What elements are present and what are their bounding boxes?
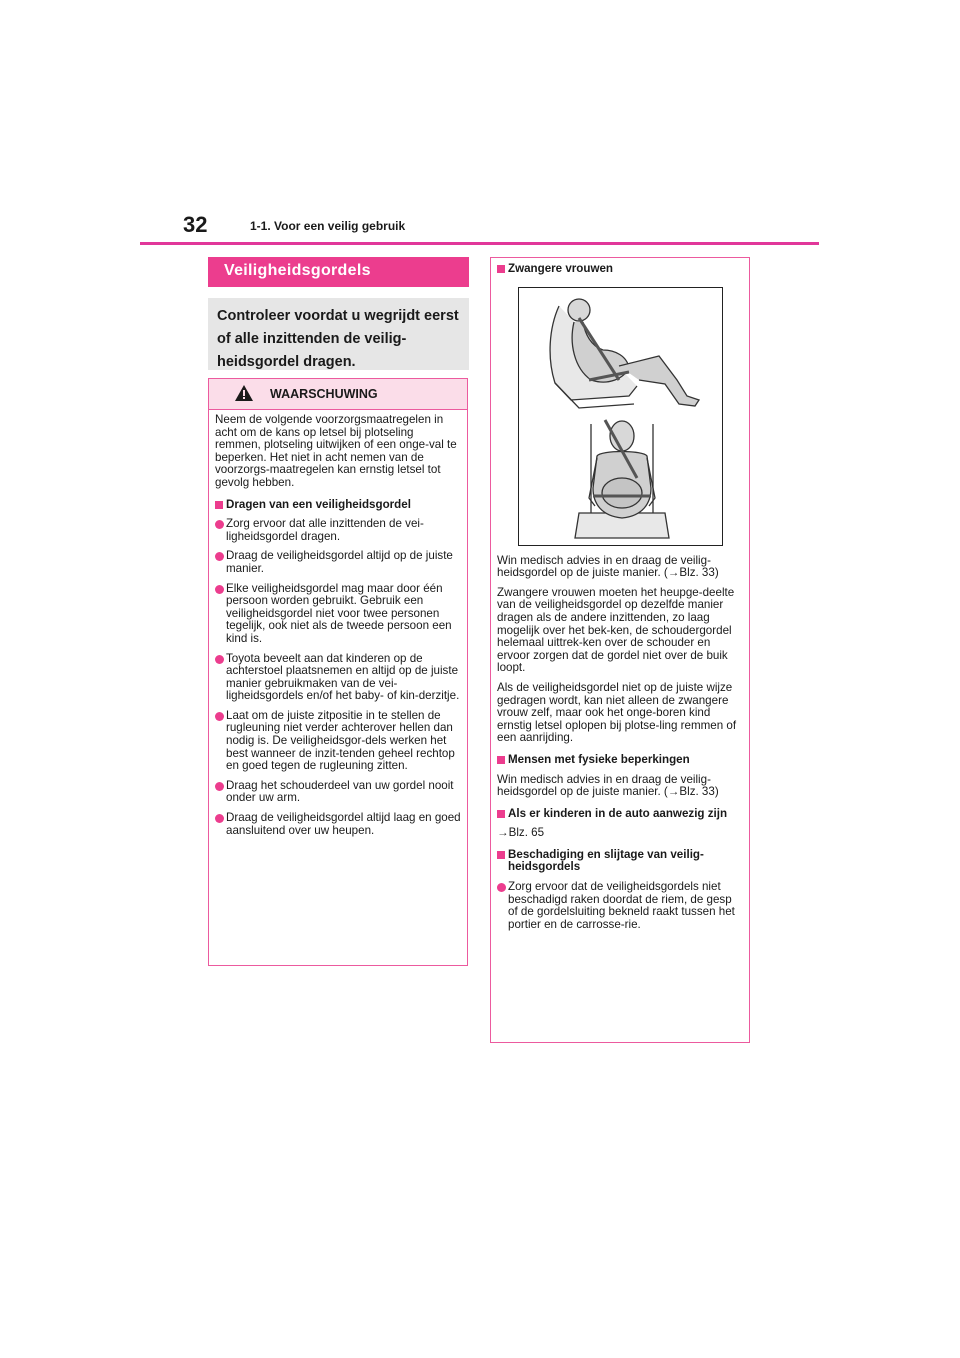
info-body <box>491 258 749 931</box>
pregnant-heading: Zwangere vrouwen <box>497 263 743 276</box>
warning-icon <box>235 385 253 401</box>
bullet-icon <box>215 552 224 561</box>
pregnant-paragraph-2: Zwangere vrouwen moeten het heupge-deelte van de veiligheidsgordel op dezelfde manier dragen als de andere inzittenden, zo laag mogelijk over het bek-ken, de schoudergordel helemaal uittrek-ken over de schouder en ervoor zorgen dat de gordel niet over de buik loopt. <box>497 585 735 675</box>
children-paragraph: →Blz. 65 <box>497 826 545 840</box>
intro-box <box>208 298 469 370</box>
pregnant-paragraph-1: Win medisch advies in en draag de veilig-heidsgordel op de juiste manier. (→Blz. 33) <box>497 553 719 580</box>
pregnant-seatbelt-illustration <box>518 287 723 546</box>
warning-label: WAARSCHUWING <box>270 387 378 401</box>
warning-subheading: Dragen van een veiligheidsgordel <box>215 499 461 512</box>
disabled-heading: Mensen met fysieke beperkingen <box>497 754 743 767</box>
disabled-paragraph: Win medisch advies in en draag de veilig-heidsgordel op de juiste manier. (→Blz. 33) <box>497 772 719 799</box>
list-item: Elke veiligheidsgordel mag maar door één persoon worden gebruikt. Gebruik een veiligheidsgordel niet voor twee personen tegelijk, ook niet als de tweede persoon een kind is. <box>215 583 461 646</box>
bullet-icon <box>215 520 224 529</box>
bullet-icon <box>497 883 506 892</box>
list-item: Draag de veiligheidsgordel altijd op de juiste manier. <box>215 550 461 575</box>
bullet-icon <box>215 814 224 823</box>
bullet-icon <box>215 585 224 594</box>
children-heading: Als er kinderen in de auto aanwezig zijn <box>497 808 743 821</box>
list-item: Zorg ervoor dat de veiligheidsgordels niet beschadigd raken doordat de riem, de gesp of de gordelsluiting bekneld raakt tussen het portier en de carrosse-rie. <box>497 881 743 931</box>
section-title-bar <box>208 257 469 287</box>
list-item: Laat om de juiste zitpositie in te stellen de rugleuning niet verder achterover hellen dan nodig is. De veiligheidsgor-dels werken het best wanneer de inzit-tenden geheel rechtop en goed tegen de rugleuning zitten. <box>215 710 461 773</box>
bullet-icon <box>215 655 224 664</box>
info-box <box>490 257 750 1043</box>
pregnant-woman-illustration <box>519 288 722 545</box>
warning-box <box>208 378 468 966</box>
square-bullet-icon <box>497 851 505 859</box>
warning-intro: Neem de volgende voorzorgsmaatregelen in acht om de kans op letsel bij plotseling remmen, plotseling uitwijken of een onge-val te beperken. Het niet in acht nemen van de voorzorgs-maatregelen kan ernstig letsel tot gevolg hebben. <box>215 413 457 489</box>
warning-body <box>209 410 467 837</box>
pregnant-paragraph-3: Als de veiligheidsgordel niet op de juiste wijze gedragen wordt, kan niet alleen de zwangere vrouw zelf, maar ook het onge-boren kind ernstig letsel oplopen bij plotse-ling remmen of een aanrijding. <box>497 680 737 745</box>
square-bullet-icon <box>215 501 223 509</box>
warning-header <box>209 379 467 410</box>
intro-text: Controleer voordat u wegrijdt eerst of alle inzittenden de veilig-heidsgordel dragen. <box>217 308 459 370</box>
running-header: 1-1. Voor een veilig gebruik <box>250 219 406 233</box>
square-bullet-icon <box>497 810 505 818</box>
square-bullet-icon <box>497 756 505 764</box>
list-item: Draag de veiligheidsgordel altijd laag en goed aansluitend over uw heupen. <box>215 812 461 837</box>
bullet-icon <box>215 782 224 791</box>
damage-heading: Beschadiging en slijtage van veilig-heidsgordels <box>497 849 743 874</box>
page-number: 32 <box>183 212 208 237</box>
list-item: Toyota beveelt aan dat kinderen op de achterstoel plaatsnemen en altijd op de juiste manier gebruikmaken van de vei-ligheidsgordels en/of het baby- of kin-derzitje. <box>215 653 461 703</box>
bullet-icon <box>215 712 224 721</box>
section-title: Veiligheidsgordels <box>224 262 371 279</box>
header-rule <box>140 242 819 245</box>
list-item: Draag het schouderdeel van uw gordel nooit onder uw arm. <box>215 780 461 805</box>
square-bullet-icon <box>497 265 505 273</box>
list-item: Zorg ervoor dat alle inzittenden de vei-ligheidsgordel dragen. <box>215 518 461 543</box>
